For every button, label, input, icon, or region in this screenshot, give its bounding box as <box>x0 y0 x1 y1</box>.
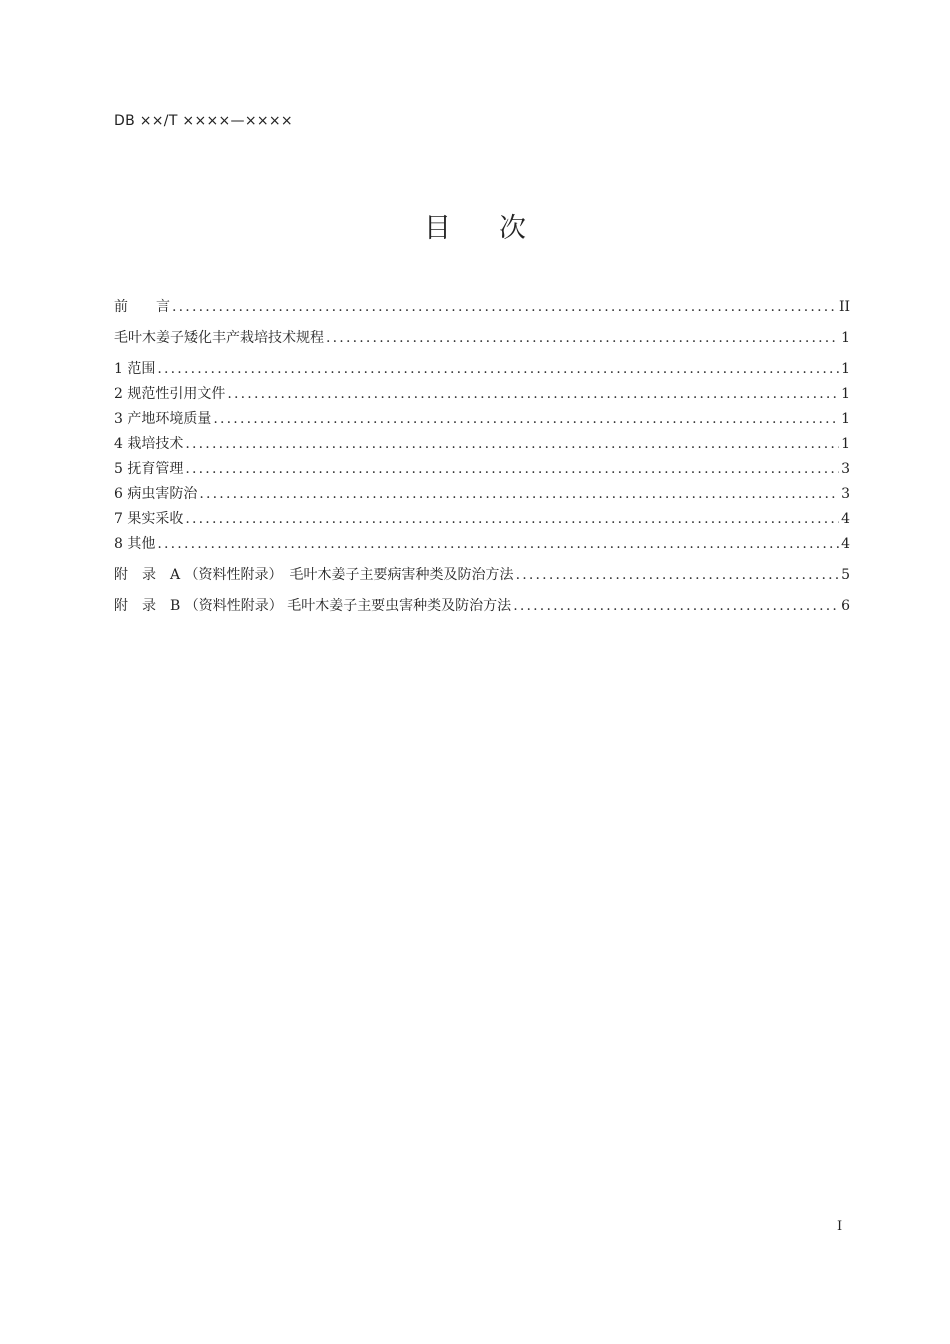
toc-entry-page: II <box>838 299 850 315</box>
toc-entry-label: 8 其他 <box>114 536 156 552</box>
toc-leader-dots <box>183 436 839 452</box>
toc-entry-page: 4 <box>841 511 850 527</box>
toc-entry-label: 附 录 B （资料性附录） 毛叶木姜子主要虫害种类及防治方法 <box>114 598 512 614</box>
toc-entry-cultivation[interactable] <box>114 433 850 458</box>
toc-entry-page: 6 <box>841 598 850 614</box>
toc-leader-dots <box>511 598 839 614</box>
page-number: I <box>837 1219 843 1234</box>
toc-entry-label: 5 抚育管理 <box>114 461 184 477</box>
toc-entry-label: 毛叶木姜子矮化丰产栽培技术规程 <box>114 330 324 346</box>
toc-entry-page: 4 <box>841 536 850 552</box>
toc-leader-dots <box>183 461 839 477</box>
toc-entry-page: 3 <box>841 461 850 477</box>
toc-entry-label: 2 规范性引用文件 <box>114 386 226 402</box>
toc-entry-page: 3 <box>841 486 850 502</box>
toc-entry-pest-control[interactable] <box>114 483 850 508</box>
toc-title-char-1: 目 <box>424 213 451 244</box>
toc-entry-appendix-b[interactable] <box>114 595 850 626</box>
toc-title <box>0 206 950 245</box>
toc-entry-label: 1 范围 <box>114 361 156 377</box>
toc-title-char-2: 次 <box>499 213 526 244</box>
toc-entry-appendix-a[interactable] <box>114 564 850 595</box>
toc-entry-page: 1 <box>841 411 850 427</box>
toc-entry-label: 附 录 A （资料性附录） 毛叶木姜子主要病害种类及防治方法 <box>114 567 514 583</box>
toc-entry-page: 1 <box>841 436 850 452</box>
toc-entry-harvest[interactable] <box>114 508 850 533</box>
toc-leader-dots <box>170 299 837 315</box>
toc-entry-normative-references[interactable] <box>114 383 850 408</box>
table-of-contents <box>114 296 850 626</box>
toc-entry-label: 6 病虫害防治 <box>114 486 198 502</box>
toc-leader-dots <box>155 361 839 377</box>
toc-entry-page: 1 <box>841 361 850 377</box>
toc-entry-other[interactable] <box>114 533 850 564</box>
toc-leader-dots <box>155 536 839 552</box>
toc-entry-scope[interactable] <box>114 358 850 383</box>
toc-entry-foreword[interactable] <box>114 296 850 327</box>
toc-leader-dots <box>183 511 839 527</box>
toc-entry-page: 1 <box>841 330 850 346</box>
toc-entry-page: 1 <box>841 386 850 402</box>
toc-entry-tending[interactable] <box>114 458 850 483</box>
toc-entry-label: 4 栽培技术 <box>114 436 184 452</box>
toc-leader-dots <box>211 411 839 427</box>
toc-entry-label: 3 产地环境质量 <box>114 411 212 427</box>
toc-entry-page: 5 <box>841 567 850 583</box>
toc-leader-dots <box>514 567 840 583</box>
toc-entry-environment[interactable] <box>114 408 850 433</box>
toc-entry-label: 前 言 <box>114 299 170 315</box>
document-code: DB ××/T ××××—×××× <box>114 113 293 129</box>
toc-entry-label: 7 果实采收 <box>114 511 184 527</box>
toc-leader-dots <box>324 330 839 346</box>
toc-entry-standard-title[interactable] <box>114 327 850 358</box>
toc-leader-dots <box>197 486 839 502</box>
toc-leader-dots <box>225 386 839 402</box>
